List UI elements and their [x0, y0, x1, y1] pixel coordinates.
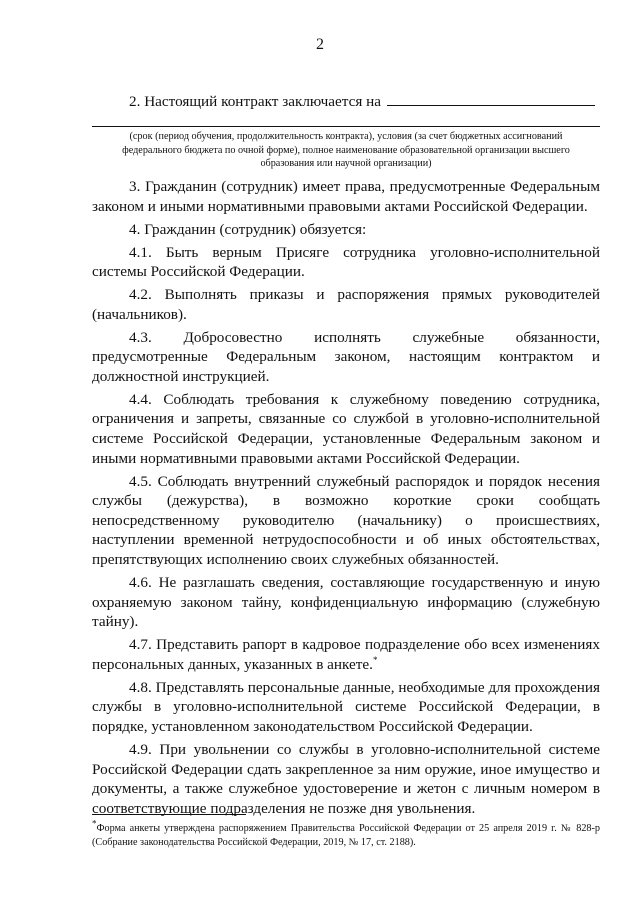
- paragraph-4-7: [92, 635, 600, 674]
- fill-in-blank-line: [387, 91, 595, 106]
- clause-note: (срок (период обучения, продолжительность контракта), условия (за счет бюджетных ассигнований федерального бюджета по очной форме), полное наименование образовательной организации высшего образования или научной организации): [122, 131, 570, 170]
- footnote-marker: *: [92, 818, 97, 829]
- paragraph-4-5: 4.5. Соблюдать внутренний служебный распорядок и порядок несения службы (дежурства), в возможно короткие сроки сообщать непосредственному руководителю (начальнику) о происшествиях, наступлении временной нетрудоспособности и об иных обстоятельствах, препятствующих исполнению своих служебных обязанностей.: [92, 472, 600, 569]
- paragraph-4-2: 4.2. Выполнять приказы и распоряжения прямых руководителей (начальников).: [92, 286, 600, 323]
- paragraph-4-4: 4.4. Соблюдать требования к служебному поведению сотрудника, ограничения и запреты, связанные со службой в уголовно-исполнительной системе Российской Федерации, установленные Федеральным законом и иными нормативными правовыми актами Российской Федерации.: [92, 390, 600, 467]
- page-number: 2: [316, 36, 324, 53]
- paragraph-4-8: 4.8. Представлять персональные данные, необходимые для прохождения службы в уголовно-исполнительной системе Российской Федерации, в порядке, установленном законодательством Российской Федерации.: [92, 678, 600, 735]
- footnote-separator: [92, 814, 246, 815]
- contract-clause-text: 2. Настоящий контракт заключается на: [129, 93, 382, 110]
- contract-clause: [92, 91, 600, 111]
- footnote-reference: *: [372, 654, 378, 665]
- footnote: [92, 818, 600, 849]
- paragraph-3: 3. Гражданин (сотрудник) имеет права, предусмотренные Федеральным законом и иными нормативными правовыми актами Российской Федерации.: [92, 178, 600, 215]
- paragraph-4: 4. Гражданин (сотрудник) обязуется:: [129, 220, 367, 238]
- paragraph-4-9: 4.9. При увольнении со службы в уголовно-исполнительной системе Российской Федерации сдать закрепленное за ним оружие, иное имущество и документы, а также служебное удостоверение и жетон с личным номером в соответствующие подразделения не позже дня увольнения.: [92, 740, 600, 817]
- paragraph-4-7-text: 4.7. Представить рапорт в кадровое подразделение обо всех изменениях персональных данных, указанных в анкете.: [92, 636, 600, 673]
- paragraph-4-1: 4.1. Быть верным Присяге сотрудника уголовно-исполнительной системы Российской Федерации.: [92, 243, 600, 281]
- paragraph-4-6: 4.6. Не разглашать сведения, составляющие государственную и иную охраняемую законом тайну, конфиденциальную информацию (служебную тайну).: [92, 574, 600, 631]
- paragraph-4-3: 4.3. Добросовестно исполнять служебные обязанности, предусмотренные Федеральным законом, настоящим контрактом и должностной инструкцией.: [92, 328, 600, 385]
- footnote-text: Форма анкеты утверждена распоряжением Правительства Российской Федерации от 25 апреля 2019 г. № 828-р (Собрание законодательства Российской Федерации, 2019, № 17, ст. 2188).: [92, 823, 600, 848]
- document-body: [92, 177, 600, 818]
- fill-in-rule: [92, 126, 600, 127]
